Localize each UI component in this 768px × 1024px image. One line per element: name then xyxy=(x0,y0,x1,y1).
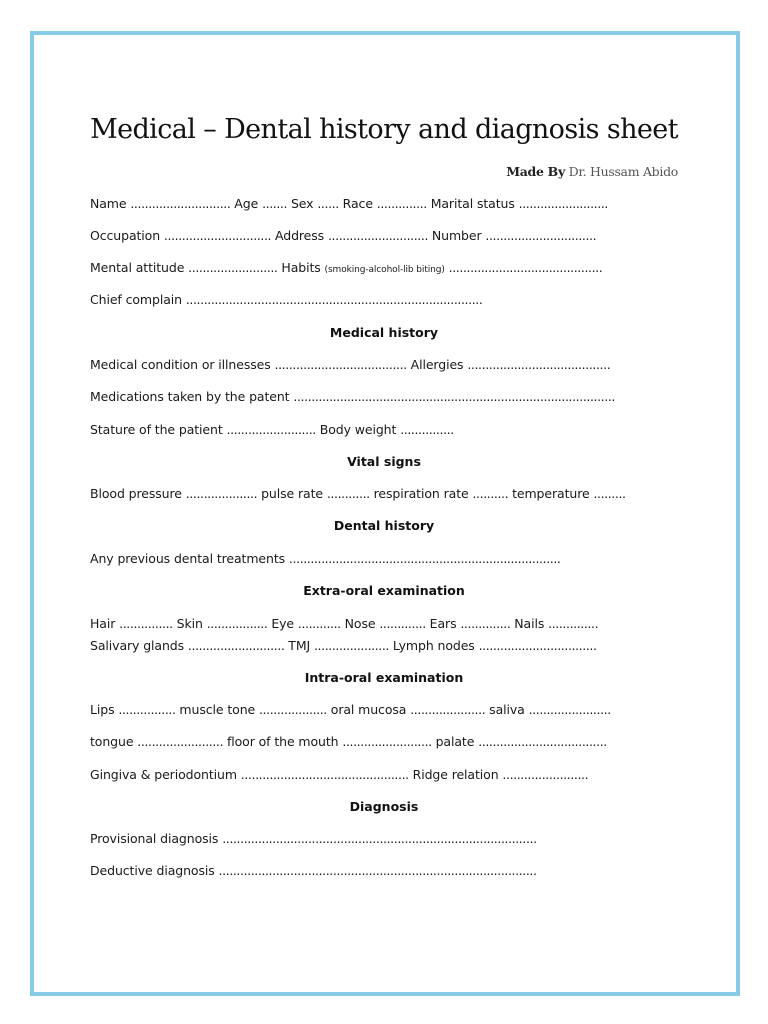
age-field[interactable]: ....... xyxy=(262,196,288,211)
ridge-relation-label: Ridge relation xyxy=(412,767,499,782)
sex-field[interactable]: ...... xyxy=(317,196,339,211)
row-contact xyxy=(90,228,596,243)
row-provisional-diagnosis xyxy=(90,831,537,846)
stature-label: Stature of the patient xyxy=(90,422,223,437)
blood-pressure-label: Blood pressure xyxy=(90,486,182,501)
lymph-nodes-label: Lymph nodes xyxy=(392,638,475,653)
author-name: Dr. Hussam Abido xyxy=(568,164,678,179)
number-field[interactable]: ............................... xyxy=(485,228,597,243)
race-field[interactable]: .............. xyxy=(376,196,427,211)
tmj-label: TMJ xyxy=(288,638,311,653)
row-vital-signs xyxy=(90,486,626,501)
row-stature-weight xyxy=(90,422,454,437)
medical-condition-field[interactable]: ..................................... xyxy=(274,357,407,372)
temperature-label: temperature xyxy=(512,486,590,501)
deductive-diagnosis-label: Deductive diagnosis xyxy=(90,863,215,878)
palate-label: palate xyxy=(435,734,475,749)
blood-pressure-field[interactable]: .................... xyxy=(185,486,258,501)
habits-label: Habits xyxy=(281,260,321,275)
respiration-rate-label: respiration rate xyxy=(373,486,469,501)
floor-of-mouth-field[interactable]: ......................... xyxy=(342,734,432,749)
tmj-field[interactable]: ..................... xyxy=(313,638,390,653)
heading-dental-history: Dental history xyxy=(333,518,435,533)
tongue-field[interactable]: ........................ xyxy=(137,734,224,749)
saliva-field[interactable]: ....................... xyxy=(528,702,611,717)
row-deductive-diagnosis xyxy=(90,863,537,878)
heading-vital-signs: Vital signs xyxy=(347,454,421,469)
allergies-field[interactable]: ........................................ xyxy=(467,357,611,372)
row-chief-complain xyxy=(90,292,482,307)
hair-field[interactable]: ............... xyxy=(119,616,173,631)
row-extra-oral-1 xyxy=(90,616,598,631)
nails-label: Nails xyxy=(514,616,545,631)
row-conditions-allergies xyxy=(90,357,610,372)
muscle-tone-field[interactable]: ................... xyxy=(258,702,327,717)
chief-complain-field[interactable]: ................................................................................... xyxy=(185,292,483,307)
pulse-rate-label: pulse rate xyxy=(261,486,323,501)
row-intra-oral-3 xyxy=(90,767,588,782)
palate-field[interactable]: .................................... xyxy=(478,734,607,749)
body-weight-field[interactable]: ............... xyxy=(400,422,454,437)
heading-intra-oral: Intra-oral examination xyxy=(304,670,464,685)
heading-diagnosis: Diagnosis xyxy=(349,799,419,814)
row-mental-habits xyxy=(90,260,602,275)
gingiva-field[interactable]: ............................................... xyxy=(240,767,409,782)
saliva-label: saliva xyxy=(489,702,525,717)
medications-field[interactable]: .......................................................................................... xyxy=(293,389,615,404)
marital-status-field[interactable]: ......................... xyxy=(518,196,608,211)
sheet-title: Medical – Dental history and diagnosis sheet xyxy=(90,114,678,145)
salivary-glands-field[interactable]: ........................... xyxy=(187,638,285,653)
heading-medical-history: Medical history xyxy=(329,325,439,340)
previous-treatments-label: Any previous dental treatments xyxy=(90,551,286,566)
nose-field[interactable]: ............. xyxy=(379,616,426,631)
row-personal xyxy=(90,196,608,211)
name-field[interactable]: ............................ xyxy=(130,196,231,211)
name-label: Name xyxy=(90,196,127,211)
floor-of-mouth-label: floor of the mouth xyxy=(226,734,339,749)
chief-complain-label: Chief complain xyxy=(90,292,182,307)
address-label: Address xyxy=(275,228,325,243)
mental-attitude-field[interactable]: ......................... xyxy=(188,260,278,275)
pulse-rate-field[interactable]: ............ xyxy=(326,486,370,501)
skin-field[interactable]: ................. xyxy=(206,616,268,631)
row-intra-oral-1 xyxy=(90,702,611,717)
ears-label: Ears xyxy=(429,616,457,631)
respiration-rate-field[interactable]: .......... xyxy=(472,486,509,501)
marital-status-label: Marital status xyxy=(430,196,515,211)
sex-label: Sex xyxy=(290,196,314,211)
nails-field[interactable]: .............. xyxy=(548,616,599,631)
medications-label: Medications taken by the patent xyxy=(90,389,290,404)
stature-field[interactable]: ......................... xyxy=(226,422,316,437)
row-previous-treatments xyxy=(90,551,561,566)
skin-label: Skin xyxy=(176,616,203,631)
habits-note: (smoking-alcohol-lib biting) xyxy=(324,265,445,275)
temperature-field[interactable]: ......... xyxy=(593,486,626,501)
previous-treatments-field[interactable]: ............................................................................ xyxy=(288,551,561,566)
ridge-relation-field[interactable]: ........................ xyxy=(502,767,589,782)
ears-field[interactable]: .............. xyxy=(460,616,511,631)
occupation-field[interactable]: .............................. xyxy=(163,228,272,243)
heading-extra-oral: Extra-oral examination xyxy=(303,583,465,598)
oral-mucosa-label: oral mucosa xyxy=(330,702,407,717)
tongue-label: tongue xyxy=(90,734,134,749)
muscle-tone-label: muscle tone xyxy=(179,702,256,717)
nose-label: Nose xyxy=(344,616,376,631)
mental-attitude-label: Mental attitude xyxy=(90,260,185,275)
medical-condition-label: Medical condition or illnesses xyxy=(90,357,271,372)
deductive-diagnosis-field[interactable]: ......................................................................................... xyxy=(218,863,537,878)
race-label: Race xyxy=(342,196,373,211)
provisional-diagnosis-field[interactable]: ........................................................................................ xyxy=(222,831,537,846)
occupation-label: Occupation xyxy=(90,228,161,243)
body-weight-label: Body weight xyxy=(319,422,397,437)
age-label: Age xyxy=(234,196,259,211)
made-by-label: Made By xyxy=(506,164,565,179)
allergies-label: Allergies xyxy=(410,357,464,372)
lymph-nodes-field[interactable]: ................................. xyxy=(478,638,597,653)
gingiva-label: Gingiva & periodontium xyxy=(90,767,237,782)
eye-label: Eye xyxy=(271,616,294,631)
row-medications xyxy=(90,389,615,404)
eye-field[interactable]: ............ xyxy=(297,616,341,631)
byline xyxy=(506,164,678,179)
hair-label: Hair xyxy=(90,616,116,631)
lips-field[interactable]: ................ xyxy=(118,702,176,717)
row-intra-oral-2 xyxy=(90,734,607,749)
provisional-diagnosis-label: Provisional diagnosis xyxy=(90,831,219,846)
lips-label: Lips xyxy=(90,702,115,717)
oral-mucosa-field[interactable]: ..................... xyxy=(410,702,486,717)
habits-field[interactable]: ........................................... xyxy=(448,260,603,275)
number-label: Number xyxy=(431,228,482,243)
address-field[interactable]: ............................ xyxy=(327,228,429,243)
salivary-glands-label: Salivary glands xyxy=(90,638,185,653)
row-extra-oral-2 xyxy=(90,638,597,653)
